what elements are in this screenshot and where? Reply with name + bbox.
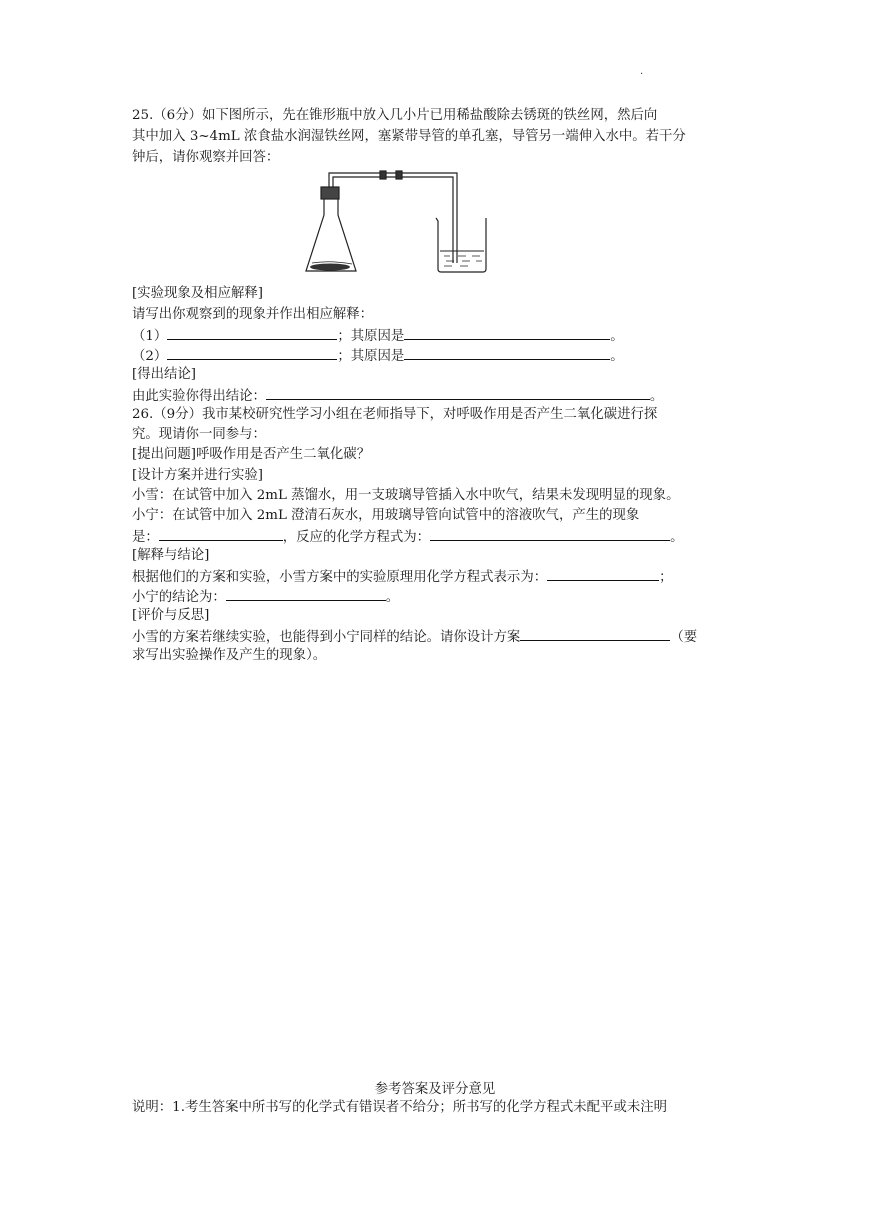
q25-text-line2: 其中加入 3~4mL 浓食盐水润湿铁丝网，塞紧带导管的单孔塞，导管另一端伸入水中。若干分 bbox=[132, 129, 686, 144]
answer-row-2 bbox=[132, 345, 624, 367]
apparatus-diagram bbox=[300, 165, 500, 280]
conclusion-row bbox=[132, 385, 663, 407]
q25-text-line1: 25.（6分）如下图所示，先在锥形瓶中放入几小片已用稀盐酸除去锈斑的铁丝网，然后向 bbox=[132, 108, 658, 123]
answer-blank-design[interactable] bbox=[520, 626, 670, 641]
xiaoning-answer-row bbox=[132, 526, 683, 548]
answer-blank-phenomenon-1[interactable] bbox=[167, 325, 337, 340]
q26-text-line1: 26.（9分）我市某校研究性学习小组在老师指导下，对呼吸作用是否产生二氧化碳进行探 bbox=[132, 407, 658, 422]
answers-note: 说明：1.考生答案中所书写的化学式有错误者不给分；所书写的化学方程式未配平或未注明 bbox=[132, 1100, 668, 1115]
section-explain: [解释与结论] bbox=[132, 548, 210, 563]
iron-wire-mesh bbox=[310, 264, 350, 271]
q26-question: [提出问题]呼吸作用是否产生二氧化碳？ bbox=[132, 447, 371, 462]
xiaoning-text: 小宁：在试管中加入 2mL 澄清石灰水，用玻璃导管向试管中的溶液吹气，产生的现象 bbox=[132, 508, 640, 523]
explain-label: 根据他们的方案和实验，小雪方案中的实验原理用化学方程式表示为： bbox=[132, 570, 548, 585]
end-mark: 。 bbox=[610, 349, 624, 364]
answer-blank-reason-2[interactable] bbox=[404, 345, 610, 360]
xiaoning-conclusion-label: 小宁的结论为： bbox=[132, 590, 226, 605]
equation-label: ，反应的化学方程式为： bbox=[282, 530, 431, 545]
reason-label: ；其原因是 bbox=[337, 349, 405, 364]
answer-blank-equation[interactable] bbox=[430, 526, 670, 541]
eval-row-2: 求写出实验操作及产生的现象）。 bbox=[132, 648, 327, 663]
section-design: [设计方案并进行实验] bbox=[132, 468, 263, 483]
beaker bbox=[436, 218, 486, 272]
answer-blank-phenomenon[interactable] bbox=[159, 526, 283, 541]
answer-row-1 bbox=[132, 325, 624, 347]
xiaoxue-text: 小雪：在试管中加入 2mL 蒸馏水，用一支玻璃导管插入水中吹气，结果未发现明显的现象。 bbox=[132, 488, 680, 503]
end-mark: 。 bbox=[670, 530, 684, 545]
answers-title: 参考答案及评分意见 bbox=[374, 1082, 496, 1097]
xiaoning-conclusion-row bbox=[132, 586, 399, 608]
answer-blank-xiaoxue-equation[interactable] bbox=[547, 566, 659, 581]
item-number: （1） bbox=[132, 329, 168, 344]
answer-blank-phenomenon-2[interactable] bbox=[167, 345, 337, 360]
section-eval: [评价与反思] bbox=[132, 608, 210, 623]
eval-text-end: （要 bbox=[670, 630, 698, 645]
section-conclusion: [得出结论] bbox=[132, 367, 197, 382]
end-mark: 。 bbox=[610, 329, 624, 344]
item-number: （2） bbox=[132, 349, 168, 364]
semicolon: ； bbox=[659, 570, 673, 585]
phenomena-instruction: 请写出你观察到的现象并作出相应解释： bbox=[132, 307, 374, 322]
end-mark: 。 bbox=[649, 389, 664, 404]
answer-blank-xiaoning-conclusion[interactable] bbox=[226, 586, 386, 601]
conclusion-label: 由此实验你得出结论： bbox=[132, 389, 266, 404]
answer-blank-reason-1[interactable] bbox=[404, 325, 610, 340]
eval-text: 小雪的方案若继续实验，也能得到小宁同样的结论。请你设计方案 bbox=[132, 630, 521, 645]
explain-row bbox=[132, 566, 673, 588]
section-phenomena: [实验现象及相应解释] bbox=[132, 286, 263, 301]
eval-row-1 bbox=[132, 626, 697, 648]
end-mark: 。 bbox=[385, 590, 400, 605]
q26-text-line2: 究。现请你一同参与： bbox=[132, 427, 266, 442]
q25-text-line3: 钟后，请你观察并回答： bbox=[132, 150, 280, 165]
answer-blank-conclusion[interactable] bbox=[266, 385, 650, 400]
conical-flask bbox=[306, 187, 356, 271]
reason-label: ；其原因是 bbox=[337, 329, 405, 344]
corner-mark: . bbox=[640, 66, 644, 77]
is-label: 是： bbox=[132, 530, 159, 545]
